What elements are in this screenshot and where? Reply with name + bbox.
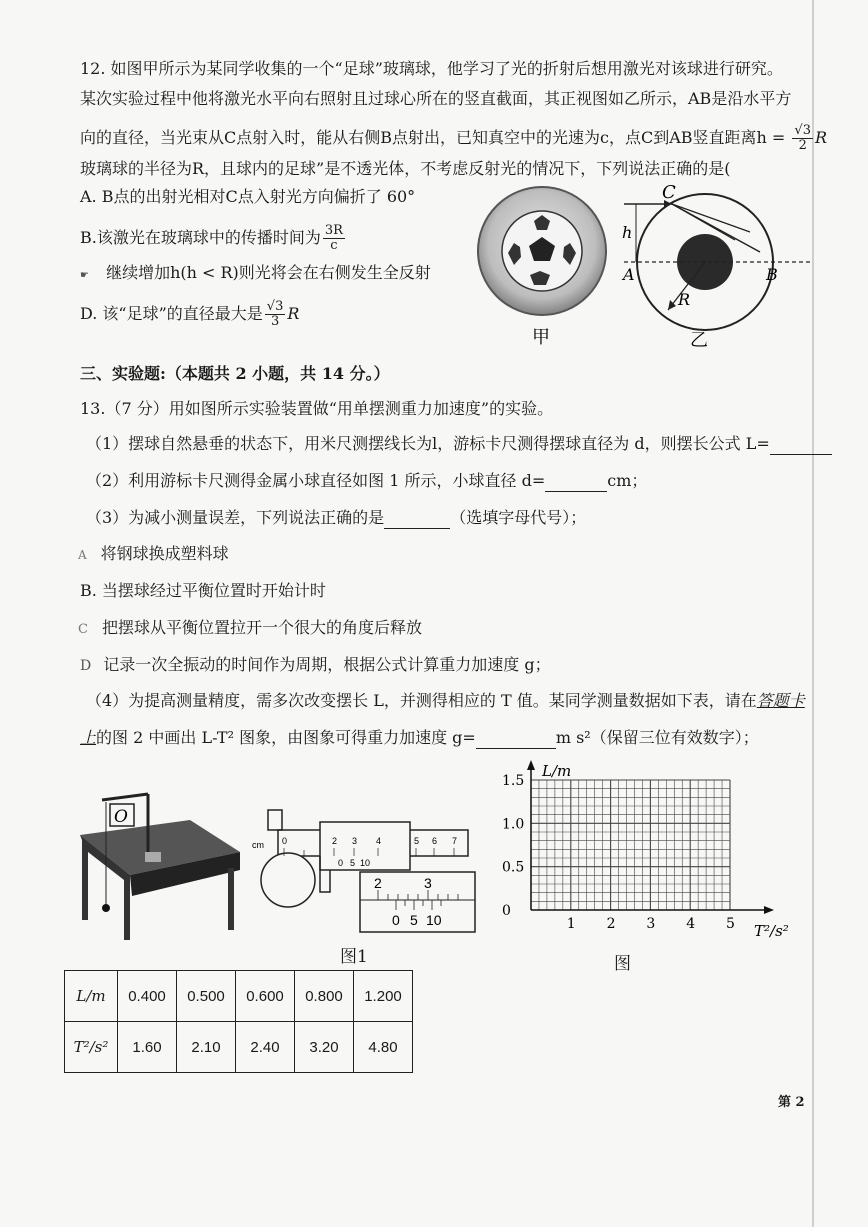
l-t2-grid-chart [498, 760, 803, 960]
q13-option-d: D 记录一次全振动的时间作为周期，根据公式计算重力加速度 g； [80, 655, 551, 674]
x-tick-label: 2 [606, 916, 616, 932]
y-axis-arrow [527, 760, 535, 770]
table-cell: 0.500 [177, 971, 236, 1022]
q13-option-b: B. 当摆球经过平衡位置时开始计时 [80, 581, 326, 600]
q12-option-a: A. B点的出射光相对C点入射光方向偏折了 60° [80, 187, 416, 206]
vernier-caliper [248, 800, 478, 935]
y-tick-label: 1.0 [502, 816, 525, 833]
section-3-heading: 三、实验题:（本题共 2 小题，共 14 分。） [80, 364, 390, 383]
label-b: B [766, 265, 778, 284]
y-tick-label: 1.5 [502, 773, 525, 789]
svg-text:0: 0 [282, 836, 288, 846]
x-axis-arrow [764, 906, 774, 914]
answer-blank-l[interactable] [770, 438, 832, 455]
x-tick-label: 5 [726, 916, 735, 932]
q13-part4-line2: 上的图 2 中画出 L-T² 图象，由图象可得重力加速度 g= m s²（保留三位有效数字）； [80, 728, 759, 747]
svg-text:0: 0 [338, 858, 344, 868]
x-tick-label: 4 [686, 916, 696, 932]
label-h: h [622, 223, 633, 242]
q13-part1: （1）摆球自然悬垂的状态下，用米尺测摆线长为l，游标卡尺测得摆球直径为 d，则摆长公式 L= [86, 433, 832, 455]
q13-part3: （3）为减小测量误差，下列说法正确的是 （选填字母代号）； [86, 508, 587, 527]
svg-text:5: 5 [350, 858, 356, 868]
chart-grid [531, 780, 730, 910]
label-a: A [623, 265, 635, 284]
table-cell: 0.800 [295, 971, 354, 1022]
q12-option-b: B.该激光在玻璃球中的传播时间为 $\frac{3R}{c}$ [80, 223, 343, 253]
q13-option-a: A 将钢球换成塑料球 [78, 544, 229, 563]
q12-h-fraction: $\frac{√3}{2}$ [794, 123, 811, 153]
q12-diameter-fraction: $\frac{√3}{3}$ [266, 299, 284, 329]
zoom-main-2: 2 [374, 875, 382, 891]
label-r: R [678, 290, 691, 309]
pendulum-apparatus [80, 780, 245, 950]
q12-line3 [80, 124, 827, 153]
q12-line1: 12. 如图甲所示为某同学收集的一个“足球”玻璃球，他学习了光的折射后想用激光对该球进行研究。 [80, 59, 783, 78]
zoom-main-3: 3 [424, 875, 432, 891]
figure1-caption: 图1 [340, 947, 368, 967]
x-tick-label: 3 [646, 916, 656, 932]
q12-line3-tail: R [814, 128, 828, 147]
svg-text:10: 10 [360, 858, 371, 868]
q12-line4: 玻璃球的半径为R，且球内的足球”是不透光体，不考虑反射光的情况下，下列说法正确的是( [80, 159, 731, 178]
q12-line2: 某次实验过程中他将激光水平向右照射且过球心所在的竖直截面，其正视图如乙所示，AB是沿水平方 [80, 89, 792, 108]
svg-text:4: 4 [376, 836, 382, 846]
svg-text:6: 6 [432, 836, 438, 846]
q12-option-d: D. 该“足球”的直径最大是 $\frac{√3}{3}$ R [80, 299, 300, 329]
table-cell: 0.400 [118, 971, 177, 1022]
x-axis-label: T²/s² [754, 922, 789, 940]
pendulum-label-o: O [114, 807, 128, 827]
label-c: C [662, 182, 676, 203]
figure2-caption: 图 [614, 954, 631, 974]
zoom-vernier-5: 5 [410, 912, 418, 928]
answer-blank-g[interactable] [476, 732, 556, 749]
y-tick-label: 0.5 [502, 859, 525, 876]
table-row [65, 971, 413, 1022]
table-cell: 2.10 [177, 1022, 236, 1073]
svg-text:3: 3 [352, 836, 358, 846]
page-number: 第 2 [778, 1095, 805, 1110]
table-row [65, 1022, 413, 1073]
table-head-t2: T²/s² [65, 1022, 118, 1073]
x-tick-label: 1 [566, 916, 576, 932]
table-cell: 0.600 [236, 971, 295, 1022]
fig-yi-label: 乙 [690, 330, 708, 350]
answer-blank-d[interactable] [545, 475, 607, 492]
soccer-ball-figure [470, 185, 615, 345]
y-tick-label: 0 [502, 903, 511, 919]
q13-part2: （2）利用游标卡尺测得金属小球直径如图 1 所示，小球直径 d= cm； [86, 471, 648, 490]
svg-text:2: 2 [332, 836, 338, 846]
table-cell: 4.80 [354, 1022, 413, 1073]
q13-option-c: C 把摆球从平衡位置拉开一个很大的角度后释放 [78, 618, 422, 637]
svg-text:7: 7 [452, 836, 458, 846]
svg-text:5: 5 [414, 836, 420, 846]
q12-option-c: ☛ 继续增加h(h < R)则光将会在右侧发生全反射 [80, 263, 431, 282]
zoom-vernier-10: 10 [426, 912, 442, 928]
answer-blank-choice[interactable] [384, 512, 450, 529]
cm-unit: cm [252, 840, 264, 850]
table-cell: 1.60 [118, 1022, 177, 1073]
q13-part4-line1: （4）为提高测量精度，需多次改变摆长 L，并测得相应的 T 值。某同学测量数据如下表，请在答题卡 [86, 691, 805, 710]
table-cell: 1.200 [354, 971, 413, 1022]
table-cell: 2.40 [236, 1022, 295, 1073]
q13-title: 13.（7 分）用如图所示实验装置做“用单摆测重力加速度”的实验。 [80, 399, 554, 418]
q12-time-fraction: $\frac{3R}{c}$ [324, 223, 343, 253]
table-cell: 3.20 [295, 1022, 354, 1073]
table-head-l: L/m [65, 971, 118, 1022]
data-table [64, 970, 413, 1073]
optics-diagram [620, 180, 815, 350]
fig-jia-label: 甲 [532, 327, 550, 345]
zoom-vernier-0: 0 [392, 912, 400, 928]
q12-line3-text: 向的直径，当光束从C点射入时，能从右侧B点射出，已知真空中的光速为c，点C到AB竖直距离h = [80, 128, 786, 147]
y-axis-label: L/m [542, 762, 572, 780]
